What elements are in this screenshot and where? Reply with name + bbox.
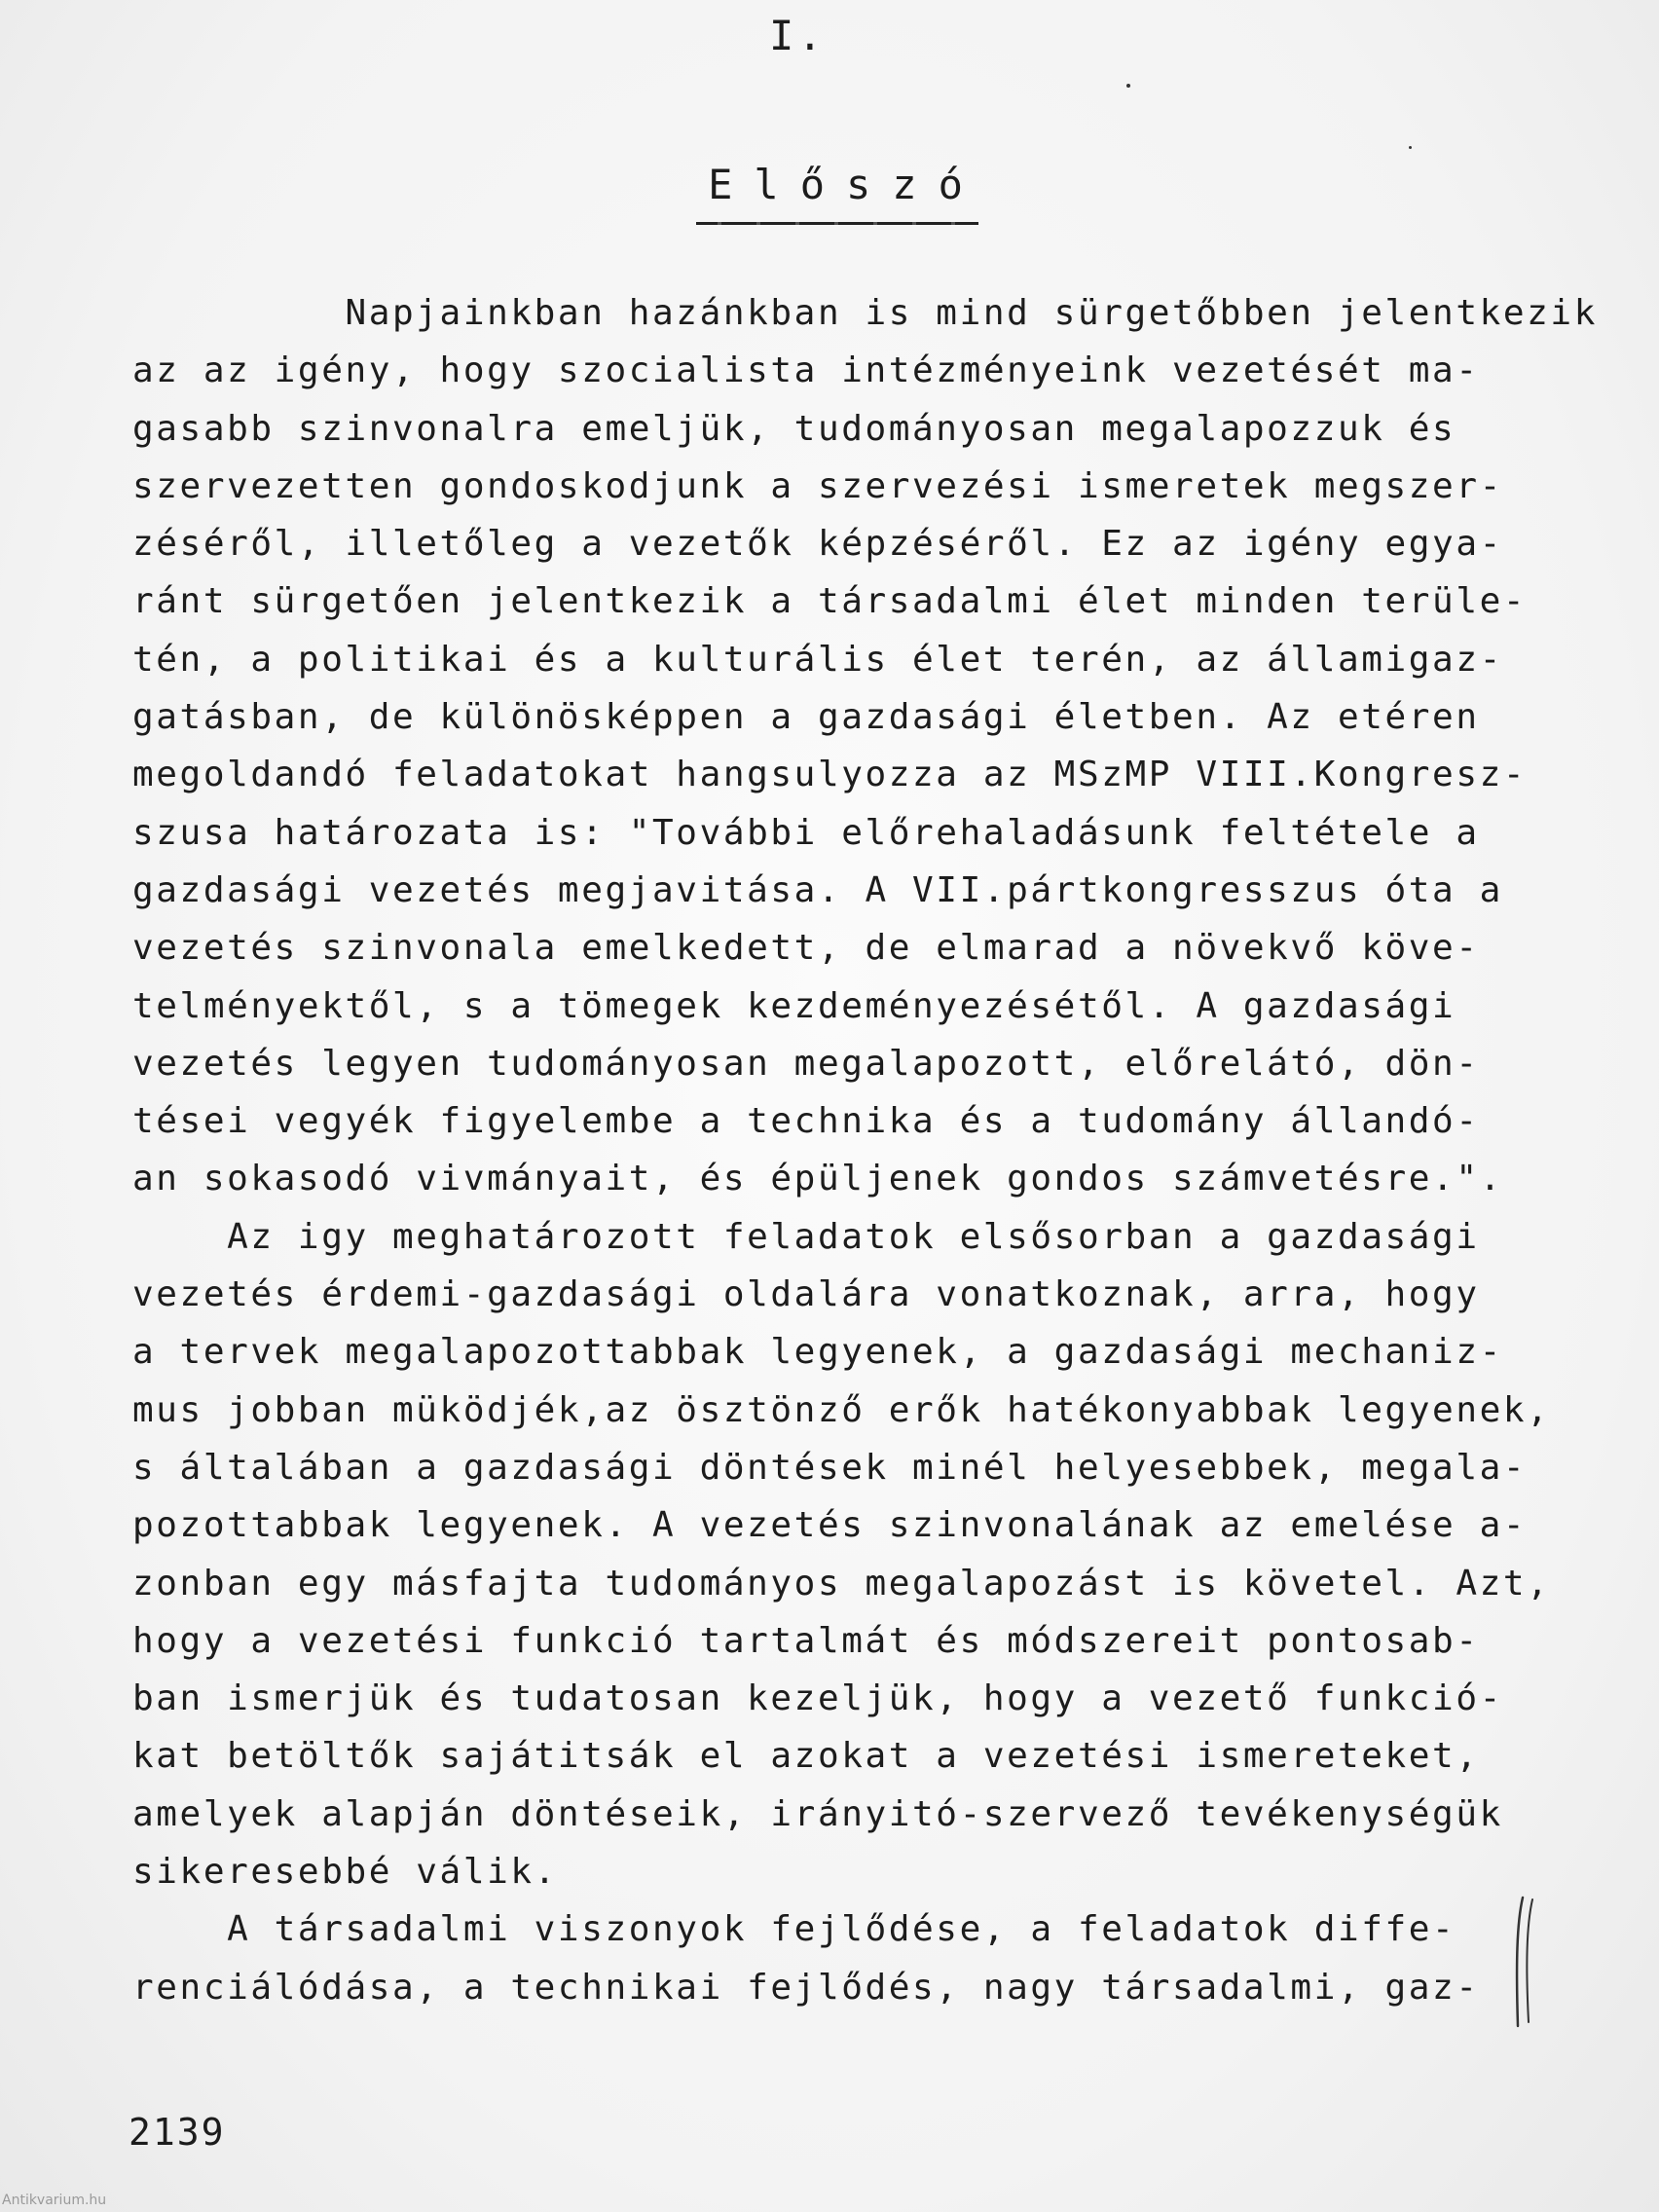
text-line: tén, a politikai és a kulturális élet terén, az államigaz- <box>132 639 1503 680</box>
text-line: gatásban, de különösképpen a gazdasági életben. Az etéren <box>132 697 1480 738</box>
text-line: an sokasodó vivmányait, és épüljenek gondos számvetésre.". <box>132 1159 1503 1199</box>
text-line: A társadalmi viszonyok fejlődése, a feladatok diffe- <box>132 1909 1456 1950</box>
text-line: pozottabbak legyenek. A vezetés szinvonalának az emelése a- <box>132 1505 1528 1546</box>
body-text <box>132 284 1598 2016</box>
text-line: az az igény, hogy szocialista intézményeink vezetését ma- <box>132 350 1480 391</box>
text-line: szusa határozata is: "További előrehaladásunk feltétele a <box>132 812 1480 853</box>
text-line: telményektől, s a tömegek kezdeményezésétől. A gazdasági <box>132 985 1456 1026</box>
page-title: Előszó <box>708 161 984 208</box>
text-line: zonban egy másfajta tudományos megalapozást is követel. Azt, <box>132 1563 1551 1604</box>
text-line: megoldandó feladatokat hangsulyozza az MSzMP VIII.Kongresz- <box>132 755 1528 795</box>
text-line: gazdasági vezetés megjavitása. A VII.pártkongresszus óta a <box>132 869 1503 910</box>
text-line: a tervek megalapozottabbak legyenek, a gazdasági mechaniz- <box>132 1332 1503 1373</box>
text-line: mus jobban müködjék,az ösztönző erők hatékonyabbak legyenek, <box>132 1389 1551 1430</box>
text-line: Az igy meghatározott feladatok elsősorban a gazdasági <box>132 1216 1480 1257</box>
text-line: vezetés legyen tudományosan megalapozott, előrelátó, dön- <box>132 1043 1480 1084</box>
ink-speck <box>1126 84 1130 88</box>
text-line: vezetés szinvonala emelkedett, de elmarad a növekvő köve- <box>132 928 1480 969</box>
text-line: hogy a vezetési funkció tartalmát és módszereit pontosab- <box>132 1620 1480 1661</box>
archive-number: 2139 <box>129 2111 226 2154</box>
text-line: zéséről, illetőleg a vezetők képzéséről. Ez az igény egya- <box>132 524 1503 565</box>
ink-speck <box>1409 146 1412 149</box>
text-line: sikeresebbé válik. <box>132 1852 558 1893</box>
text-line: tései vegyék figyelembe a technika és a tudomány állandó- <box>132 1101 1480 1142</box>
text-line: renciálódása, a technikai fejlődés, nagy társadalmi, gaz- <box>132 1967 1480 2008</box>
text-line: Napjainkban hazánkban is mind sürgetőbben jelentkezik <box>132 293 1598 333</box>
text-line: ránt sürgetően jelentkezik a társadalmi élet minden terüle- <box>132 581 1528 622</box>
text-line: vezetés érdemi-gazdasági oldalára vonatkoznak, arra, hogy <box>132 1274 1480 1315</box>
text-line: amelyek alapján döntéseik, irányitó-szervező tevékenységük <box>132 1793 1503 1834</box>
page-number: I. <box>769 12 827 59</box>
text-line: kat betöltők sajátitsák el azokat a vezetési ismereteket, <box>132 1736 1480 1777</box>
watermark: Antikvarium.hu <box>2 2193 107 2208</box>
title-block <box>682 161 993 225</box>
text-line: ban ismerjük és tudatosan kezeljük, hogy a vezető funkció- <box>132 1678 1503 1719</box>
text-line: gasabb szinvonalra emeljük, tudományosan megalapozzuk és <box>132 408 1456 449</box>
text-line: szervezetten gondoskodjunk a szervezési ismeretek megszer- <box>132 465 1503 506</box>
handwritten-margin-mark <box>1509 1894 1538 2030</box>
text-line: s általában a gazdasági döntések minél helyesebbek, megala- <box>132 1447 1528 1488</box>
title-underline <box>696 222 978 225</box>
